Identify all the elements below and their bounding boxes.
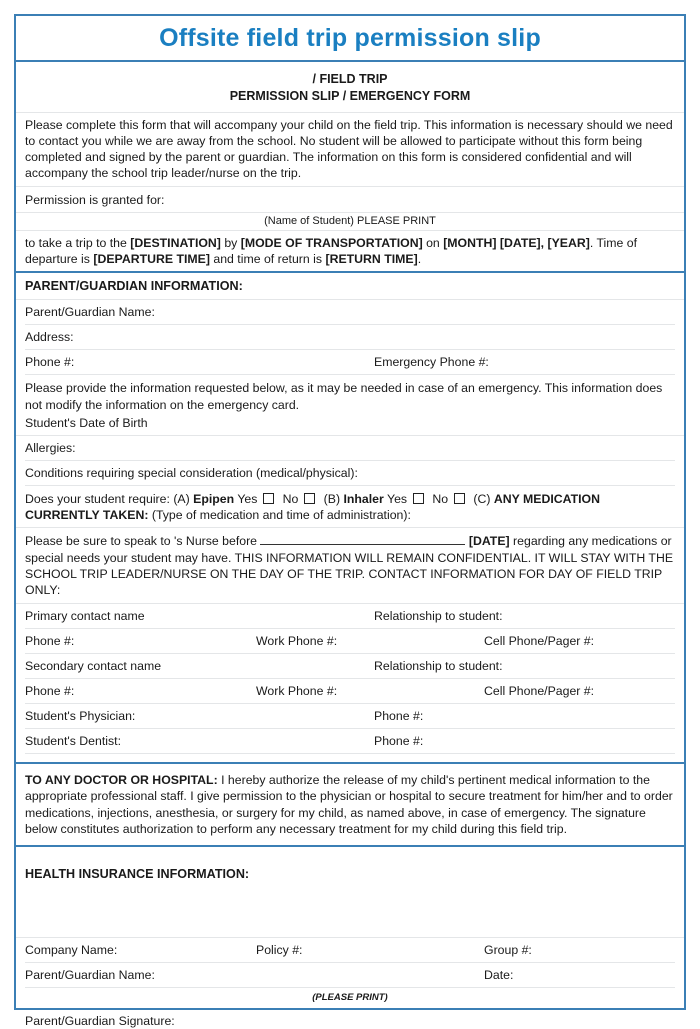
table-row-primary-phones xyxy=(25,629,675,654)
trip-part1: to take a trip to the xyxy=(25,235,131,250)
table-row-secondary-phones xyxy=(25,679,675,704)
intro-paragraph: Please complete this form that will accompany your child on the field trip. This information is necessary should we need to contact you while we are away from the school. No student will be allowed to participate without this form being completed and signed by the parent or guardian. The information on this form is considered confidential and will accompany the school trip leader/nurse on the trip. xyxy=(25,117,673,181)
table-row-dentist xyxy=(25,729,675,754)
student-dob-label: Student's Date of Birth xyxy=(25,415,148,430)
title-banner xyxy=(14,14,686,60)
nurse-note-part1: Please be sure to speak to 's Nurse before xyxy=(25,534,261,549)
physician-phone-label: Phone #: xyxy=(374,709,424,724)
address-label: Address: xyxy=(25,330,74,345)
inhaler-no-label: No xyxy=(432,491,449,506)
secondary-contact-label: Secondary contact name xyxy=(25,659,162,674)
relationship-label: Relationship to student: xyxy=(374,659,503,674)
field-row-phones xyxy=(25,350,675,375)
primary-contact-label: Primary contact name xyxy=(25,609,145,624)
epipen-yes-label: Yes xyxy=(237,491,258,506)
trip-part2: by xyxy=(220,235,241,250)
group-number-label: Group #: xyxy=(484,943,532,958)
trip-return-time: [RETURN TIME] xyxy=(325,252,418,267)
b-prefix: (B) xyxy=(323,491,344,506)
table-row-insurance-company xyxy=(25,938,675,963)
trip-date: [DATE], xyxy=(499,235,545,250)
insurance-parent-name-label: Parent/Guardian Name: xyxy=(25,968,155,983)
signature-label: Parent/Guardian Signature: xyxy=(25,1014,175,1029)
trip-destination: [DESTINATION] xyxy=(130,235,221,250)
form-header-line2: PERMISSION SLIP / EMERGENCY FORM xyxy=(229,88,471,103)
require-prefix: Does your student require: (A) xyxy=(25,491,194,506)
inhaler-label: Inhaler xyxy=(343,491,384,506)
nurse-note xyxy=(25,528,675,603)
trip-part3: on xyxy=(422,235,444,250)
emergency-phone-label: Emergency Phone #: xyxy=(374,355,489,370)
nurse-date-token: [DATE] xyxy=(468,534,510,549)
phone-label: Phone #: xyxy=(25,684,75,699)
form-header xyxy=(25,62,675,112)
dentist-phone-label: Phone #: xyxy=(374,734,424,749)
table-row-secondary-contact xyxy=(25,654,675,679)
emergency-note-line1: Please provide the information requested below, as it may be needed in case of an emergency. This information does not modify the information on the emergency card. xyxy=(25,381,663,412)
page-title: Offsite field trip permission slip xyxy=(159,23,541,52)
medication-detail: (Type of medication and time of administration): xyxy=(148,508,411,523)
cell-phone-label: Cell Phone/Pager #: xyxy=(484,684,595,699)
trip-month: [MONTH] xyxy=(443,235,497,250)
trip-part6: . xyxy=(417,252,422,267)
student-name-note: (Name of Student) PLEASE PRINT xyxy=(264,214,436,227)
table-row-physician xyxy=(25,704,675,729)
field-row-parent-name xyxy=(25,300,675,325)
doctor-authorization xyxy=(25,764,675,845)
doctor-authorization-body: I hereby authorize the release of my child's pertinent medical information to the appropriate professional staff. I give permission to the physician or hospital to secure treatment for him/her and to order medications, injections, anesthesia, or surgery for my child, as named above, in case of emergency. The signature below constitutes authorization to perform any necessary treatment for my child during this field trip. xyxy=(25,773,673,836)
conditions-label: Conditions requiring special consideration (medical/physical): xyxy=(25,465,358,480)
policy-number-label: Policy #: xyxy=(256,943,303,958)
nurse-blank-line[interactable] xyxy=(260,533,465,545)
field-row-address xyxy=(25,325,675,350)
please-print-note: (PLEASE PRINT) xyxy=(312,992,388,1004)
parent-name-label: Parent/Guardian Name: xyxy=(25,305,155,320)
trip-part5: and time of return is xyxy=(209,252,326,267)
any-medication-label: ANY MEDICATION CURRENTLY TAKEN: xyxy=(25,491,600,523)
medication-question xyxy=(25,486,675,527)
field-row-allergies xyxy=(25,436,675,461)
inhaler-no-checkbox[interactable] xyxy=(454,493,465,504)
allergies-label: Allergies: xyxy=(25,440,76,455)
insurance-heading: HEALTH INSURANCE INFORMATION: xyxy=(25,867,250,882)
trip-departure-time: [DEPARTURE TIME] xyxy=(93,252,210,267)
c-prefix: (C) xyxy=(473,491,494,506)
form-body xyxy=(14,60,686,1029)
nurse-note-part2: regarding any medications or special needs your student may have. THIS INFORMATION WILL REMAIN CONFIDENTIAL. IT WILL STAY WITH THE SCHOOL TRIP LEADER/NURSE ON THE DAY OF THE TRIP. CONTACT INFORMATION FOR DAY OF FIELD TRIP ONLY: xyxy=(25,534,674,598)
permission-granted-label: Permission is granted for: xyxy=(25,192,165,207)
doctor-authorization-heading: TO ANY DOCTOR OR HOSPITAL: xyxy=(25,773,218,788)
inhaler-yes-label: Yes xyxy=(387,491,408,506)
form-header-line1: / FIELD TRIP xyxy=(312,72,388,86)
epipen-no-checkbox[interactable] xyxy=(304,493,315,504)
trip-sentence xyxy=(25,231,675,271)
trip-part4: . Time of departure is xyxy=(25,235,637,267)
epipen-yes-checkbox[interactable] xyxy=(263,493,274,504)
work-phone-label: Work Phone #: xyxy=(256,634,338,649)
trip-year: [YEAR] xyxy=(547,235,590,250)
dentist-label: Student's Dentist: xyxy=(25,734,121,749)
work-phone-label: Work Phone #: xyxy=(256,684,338,699)
epipen-label: Epipen xyxy=(193,491,235,506)
table-row-insurance-parent xyxy=(25,963,675,988)
company-name-label: Company Name: xyxy=(25,943,118,958)
phone-label: Phone #: xyxy=(25,634,75,649)
date-label: Date: xyxy=(484,968,514,983)
inhaler-yes-checkbox[interactable] xyxy=(413,493,424,504)
relationship-label: Relationship to student: xyxy=(374,609,503,624)
epipen-no-label: No xyxy=(282,491,299,506)
phone-label: Phone #: xyxy=(25,355,75,370)
physician-label: Student's Physician: xyxy=(25,709,136,724)
trip-transport: [MODE OF TRANSPORTATION] xyxy=(240,235,423,250)
field-row-conditions xyxy=(25,461,675,486)
table-row-primary-contact xyxy=(25,604,675,629)
parent-section-heading: PARENT/GUARDIAN INFORMATION: xyxy=(25,279,243,294)
cell-phone-label: Cell Phone/Pager #: xyxy=(484,634,595,649)
